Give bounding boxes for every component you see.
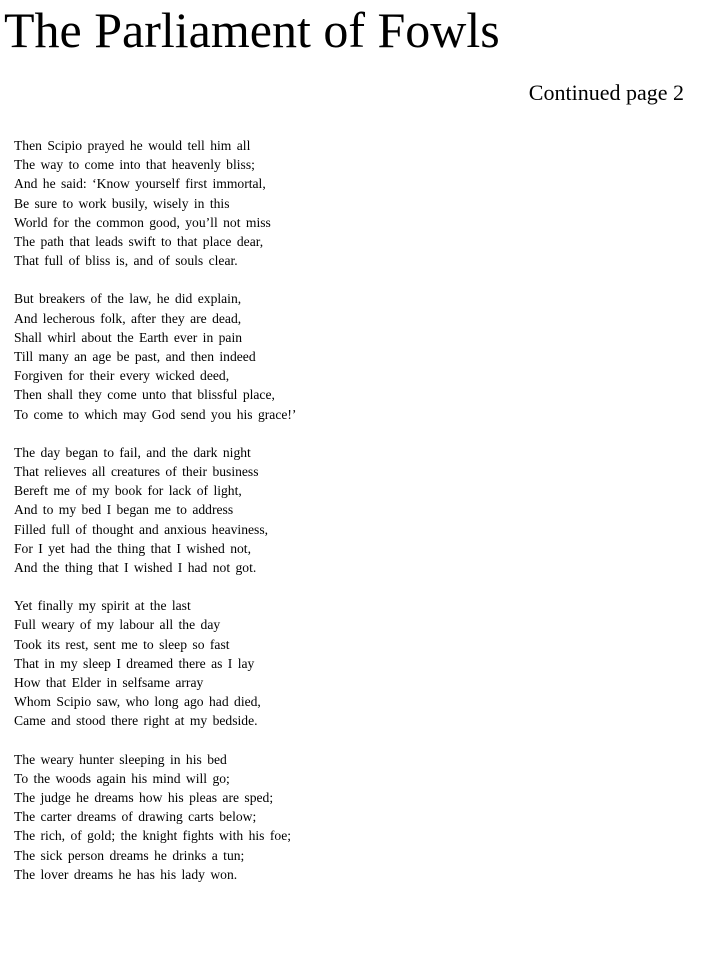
poem-body: [14, 136, 694, 903]
stanza-2: [14, 289, 694, 423]
stanza-1: [14, 136, 694, 270]
poem-line: That in my sleep I dreamed there as I lay: [14, 655, 255, 671]
poem-line: Bereft me of my book for lack of light,: [14, 483, 242, 499]
poem-line: The path that leads swift to that place dear,: [14, 233, 264, 249]
poem-line: That relieves all creatures of their business: [14, 463, 259, 479]
poem-line: The rich, of gold; the knight fights with his foe;: [14, 828, 291, 844]
page-title: The Parliament of Fowls: [4, 2, 500, 58]
poem-line: For I yet had the thing that I wished not,: [14, 540, 251, 556]
poem-line: Full weary of my labour all the day: [14, 617, 221, 633]
poem-line: And to my bed I began me to address: [14, 502, 234, 518]
stanza-3: [14, 443, 694, 577]
poem-line: The carter dreams of drawing carts below;: [14, 809, 257, 825]
poem-line: Shall whirl about the Earth ever in pain: [14, 329, 243, 345]
poem-line: Forgiven for their every wicked deed,: [14, 368, 230, 384]
poem-line: The day began to fail, and the dark night: [14, 444, 251, 460]
poem-line: The sick person dreams he drinks a tun;: [14, 847, 245, 863]
poem-line: Be sure to work busily, wisely in this: [14, 195, 230, 211]
poem-line: Till many an age be past, and then indeed: [14, 348, 256, 364]
poem-line: Took its rest, sent me to sleep so fast: [14, 636, 230, 652]
poem-line: Yet finally my spirit at the last: [14, 598, 191, 614]
poem-line: The weary hunter sleeping in his bed: [14, 751, 227, 767]
poem-line: And the thing that I wished I had not got.: [14, 559, 257, 575]
poem-line: Came and stood there right at my bedside.: [14, 713, 258, 729]
poem-line: How that Elder in selfsame array: [14, 674, 204, 690]
poem-line: And lecherous folk, after they are dead,: [14, 310, 242, 326]
poem-line: Whom Scipio saw, who long ago had died,: [14, 694, 261, 710]
continued-page-label: Continued page 2: [528, 80, 684, 105]
poem-line: The judge he dreams how his pleas are sped;: [14, 789, 274, 805]
poem-line: That full of bliss is, and of souls clear.: [14, 253, 238, 269]
poem-line: And he said: ‘Know yourself first immortal,: [14, 176, 266, 192]
poem-line: To the woods again his mind will go;: [14, 770, 230, 786]
poem-line: The way to come into that heavenly bliss;: [14, 157, 255, 173]
poem-line: World for the common good, you’ll not miss: [14, 214, 271, 230]
poem-line: But breakers of the law, he did explain,: [14, 291, 242, 307]
poem-line: To come to which may God send you his grace!’: [14, 406, 297, 422]
stanza-5: [14, 750, 694, 884]
poem-line: The lover dreams he has his lady won.: [14, 866, 238, 882]
stanza-4: [14, 596, 694, 730]
poem-line: Filled full of thought and anxious heaviness,: [14, 521, 269, 537]
poem-line: Then shall they come unto that blissful place,: [14, 387, 275, 403]
poem-line: Then Scipio prayed he would tell him all: [14, 138, 251, 153]
